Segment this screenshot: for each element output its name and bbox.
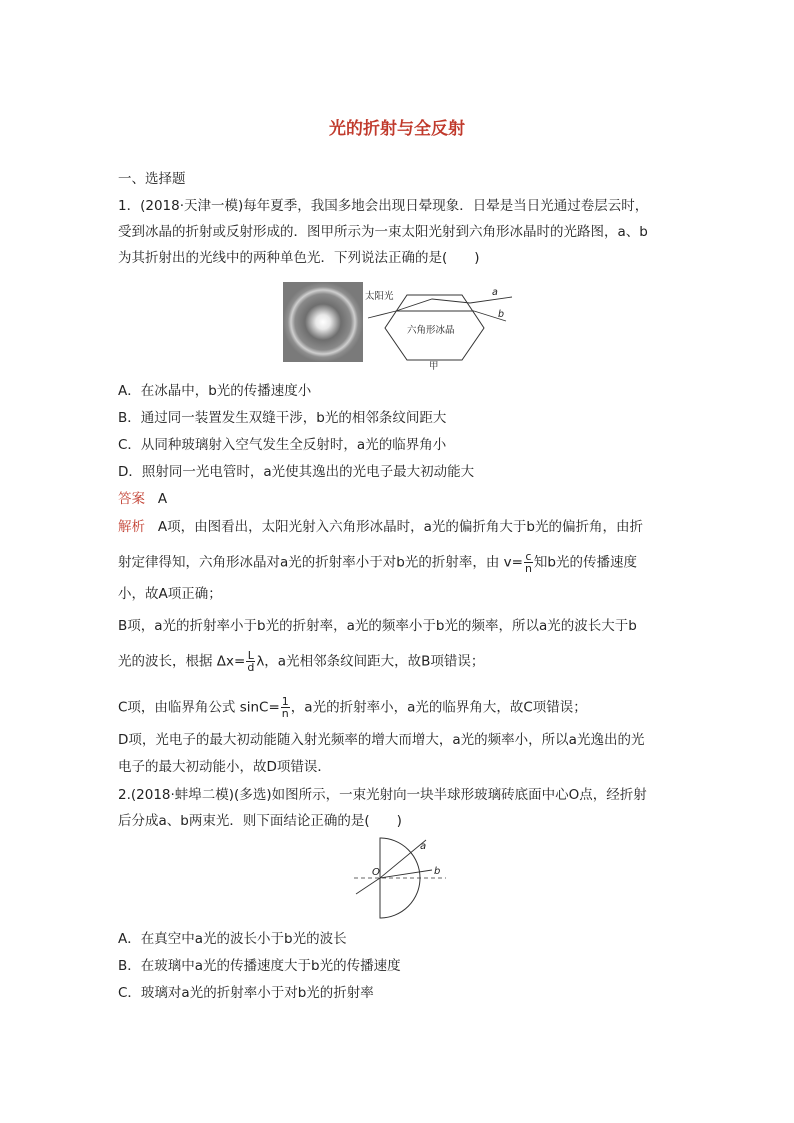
crystal-label: 六角形冰晶 (407, 325, 455, 336)
q2-stem-line-1: 2.(2018·蚌埠二模)(多选)如图所示，一束光射向一块半球形玻璃砖底面中心O点，经折射 (118, 787, 647, 803)
q1-stem-line-2: 受到冰晶的折射或反射形成的．图甲所示为一束太阳光射到六角形冰晶时的光路图，a、b (118, 224, 648, 240)
hexagon-crystal-diagram (362, 275, 522, 370)
q2-option-b: B．在玻璃中a光的传播速度大于b光的传播速度 (118, 958, 401, 974)
analysis-line-8: 电子的最大初动能小，故D项错误． (118, 759, 331, 775)
ray-a-label: a (420, 841, 427, 852)
q1-option-c: C．从同种玻璃射入空气发生全反射时，a光的临界角小 (118, 437, 447, 453)
halo-photo (283, 282, 363, 362)
analysis-label: 解析 (118, 519, 145, 535)
page-title: 光的折射与全反射 (329, 119, 465, 139)
analysis-line-3: 小，故A项正确； (118, 586, 222, 602)
section-heading: 一、选择题 (118, 171, 186, 187)
answer-label: 答案 (118, 491, 145, 507)
analysis-line-6: C项，由临界角公式 sinC= $\frac{1}{n}$ ，a光的折射率小，a光的临界角大，故C项错误； (118, 695, 587, 720)
ray-b-label: b (434, 866, 441, 877)
q1-stem-line-3: 为其折射出的光线中的两种单色光．下列说法正确的是( ) (118, 250, 480, 266)
hemisphere-glass-diagram (350, 832, 450, 922)
answer-value: A (157, 491, 168, 507)
analysis-line-7: D项，光电子的最大初动能随入射光频率的增大而增大，a光的频率小，所以a光逸出的光 (118, 732, 645, 748)
fraction-l-over-d: $\frac{L}{d}$ (247, 649, 255, 674)
answer-line (118, 490, 167, 508)
q1-option-d: D．照射同一光电管时，a光使其逸出的光电子最大初动能大 (118, 464, 475, 480)
fraction-c-over-n: $\frac{c}{n}$ (524, 550, 532, 575)
q1-option-a: A．在冰晶中，b光的传播速度小 (118, 383, 312, 399)
analysis-line-1: 解析 A项，由图看出，太阳光射入六角形冰晶时，a光的偏折角大于b光的偏折角，由折 (118, 519, 643, 535)
q2-option-c: C．玻璃对a光的折射率小于对b光的折射率 (118, 985, 374, 1001)
ray-a-label: a (492, 287, 498, 298)
q2-stem-line-2: 后分成a、b两束光．则下面结论正确的是( ) (118, 813, 402, 829)
analysis-line-2: 射定律得知，六角形冰晶对a光的折射率小于对b光的折射率，由 v= $\frac{c}{n}$ 知b光的传播速度 (118, 550, 637, 575)
sun-light-label: 太阳光 (365, 291, 394, 302)
center-o-label: O (372, 867, 380, 878)
ray-b-label: b (498, 309, 505, 320)
fraction-1-over-n: $\frac{1}{n}$ (281, 695, 289, 720)
q1-stem-line-1: 1．(2018·天津一模)每年夏季，我国多地会出现日晕现象．日晕是当日光通过卷层云时， (118, 198, 649, 214)
analysis-line-5: 光的波长，根据 Δx= $\frac{L}{d}$ λ，a光相邻条纹间距大，故B项错误； (118, 649, 485, 674)
figure-caption: 甲 (429, 361, 439, 370)
q1-option-b: B．通过同一装置发生双缝干涉，b光的相邻条纹间距大 (118, 410, 447, 426)
analysis-line-4: B项，a光的折射率小于b光的折射率，a光的频率小于b光的频率，所以a光的波长大于b (118, 618, 637, 634)
q2-option-a: A．在真空中a光的波长小于b光的波长 (118, 931, 347, 947)
